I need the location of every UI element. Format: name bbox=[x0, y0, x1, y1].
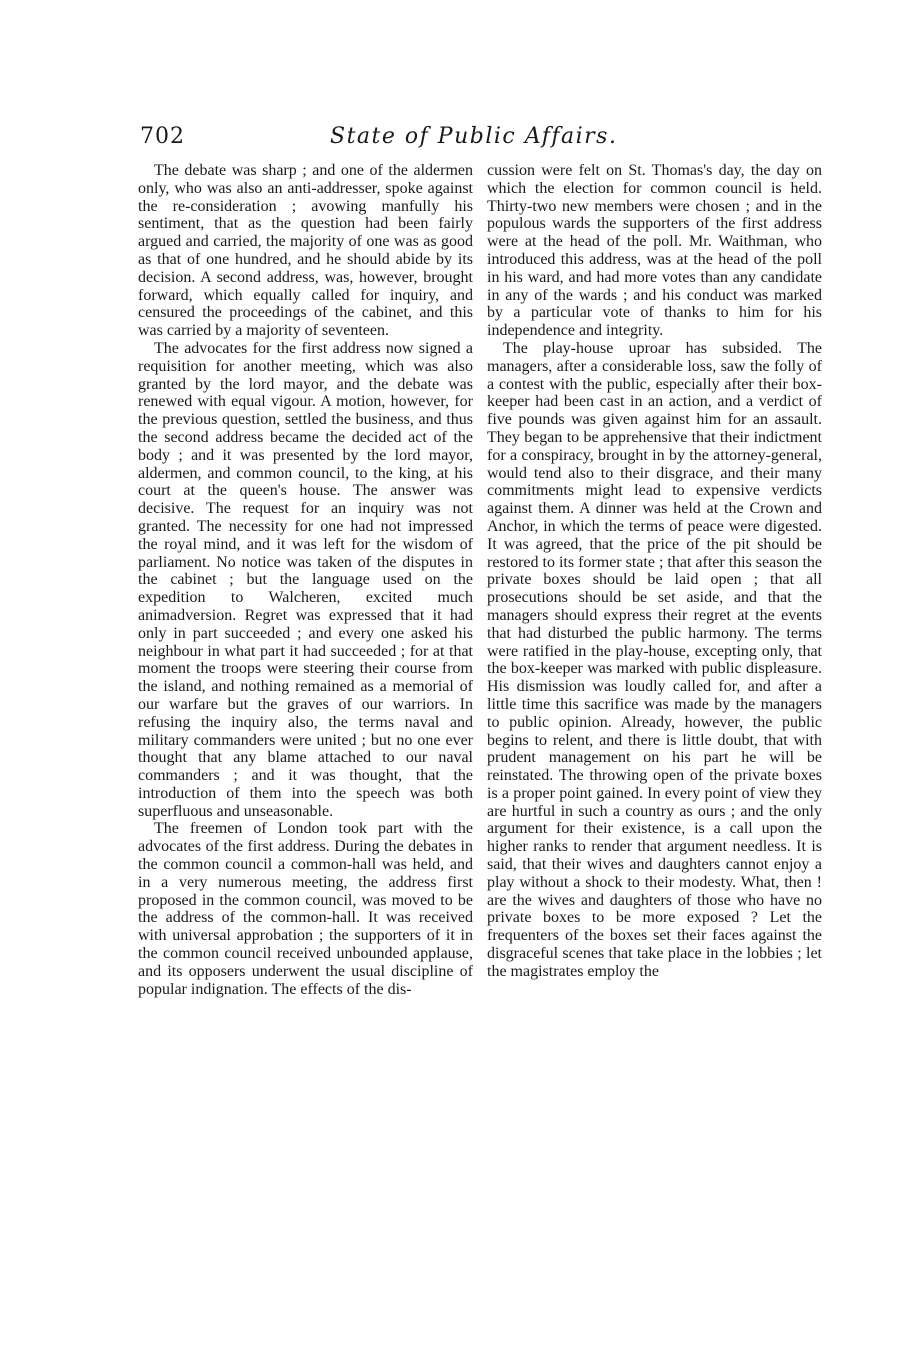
right-column bbox=[487, 162, 822, 981]
left-column bbox=[138, 162, 473, 998]
paragraph: cussion were felt on St. Thomas's day, the day on which the election for common council is held. Thirty-two new members were chosen ; and in the populous wards the supporters of the first address were at the head of the poll. Mr. Waithman, who introduced this address, was at the head of the poll in his ward, and had more votes than any candidate in any of the wards ; and his conduct was marked by a particular vote of thanks to him for his independence and integrity. bbox=[487, 162, 822, 340]
running-title: State of Public Affairs. bbox=[330, 124, 618, 149]
paragraph: The advocates for the first address now signed a requisition for another meeting, which was also granted by the lord mayor, and the debate was renewed with equal vigour. A motion, however, for the previous question, settled the business, and thus the second address became the decided act of the body ; and it was presented by the lord mayor, aldermen, and common council, to the king, at his court at the queen's house. The answer was decisive. The request for an inquiry was not granted. The necessity for one had not impressed the royal mind, and it was left for the wisdom of parliament. No notice was taken of the disputes in the cabinet ; but the language used on the expedition to Walcheren, excited much animadversion. Regret was expressed that it had only in part succeeded ; and every one asked his neighbour in what part it had succeeded ; for at that moment the troops were steering their course from the island, and nothing remained as a memorial of our warfare but the graves of our warriors. In refusing the inquiry also, the terms naval and military commanders were united ; but no one ever thought that any blame attached to our naval commanders ; and it was thought, that the introduction of them into the speech was both superfluous and unseasonable. bbox=[138, 339, 473, 820]
paragraph: The freemen of London took part with the advocates of the first address. During the debates in the common council a common-hall was held, and in a very numerous meeting, the address first proposed in the common council, was moved to be the address of the common-hall. It was received with universal approbation ; the supporters of it in the common council received unbounded applause, and its opposers underwent the usual discipline of popular indignation. The effects of the dis- bbox=[138, 820, 473, 998]
page-number: 702 bbox=[140, 124, 185, 149]
paragraph: The debate was sharp ; and one of the aldermen only, who was also an anti-addresser, spoke against the re-consideration ; avowing manfully his sentiment, that as the question had been fairly argued and carried, the majority of one was as good as that of one hundred, and he should abide by its decision. A second address, was, however, brought forward, which equally called for inquiry, and censured the proceedings of the cabinet, and this was carried by a majority of seventeen. bbox=[138, 162, 473, 340]
paragraph: The play-house uproar has subsided. The managers, after a considerable loss, saw the folly of a contest with the public, especially after their box-keeper had been cast in an action, and a verdict of five pounds was given against him for an assault. They began to be apprehensive that their indictment for a conspiracy, brought in by the attorney-general, would tend also to their disgrace, and their many commitments might lead to expensive verdicts against them. A dinner was held at the Crown and Anchor, in which the terms of peace were digested. It was agreed, that the price of the pit should be restored to its former state ; that after this season the private boxes should be laid open ; that all prosecutions should be set aside, and that the managers should express their regret at the events that had disturbed the public harmony. The terms were ratified in the play-house, excepting only, that the box-keeper was marked with public displeasure. His dismission was loudly called for, and after a little time this sacrifice was made by the managers to public opinion. Already, however, the public begins to relent, and there is little doubt, that with prudent management on his part he will be reinstated. The throwing open of the private boxes is a proper point gained. In every point of view they are hurtful in such a country as ours ; and the only argument for their existence, is a call upon the higher ranks to render that argument needless. It is said, that their wives and daughters cannot enjoy a play without a shock to their modesty. What, then ! are the wives and daughters of those who have no private boxes to be more exposed ? Let the frequenters of the boxes set their faces against the disgraceful scenes that take place in the lobbies ; let the magistrates employ the bbox=[487, 339, 823, 980]
